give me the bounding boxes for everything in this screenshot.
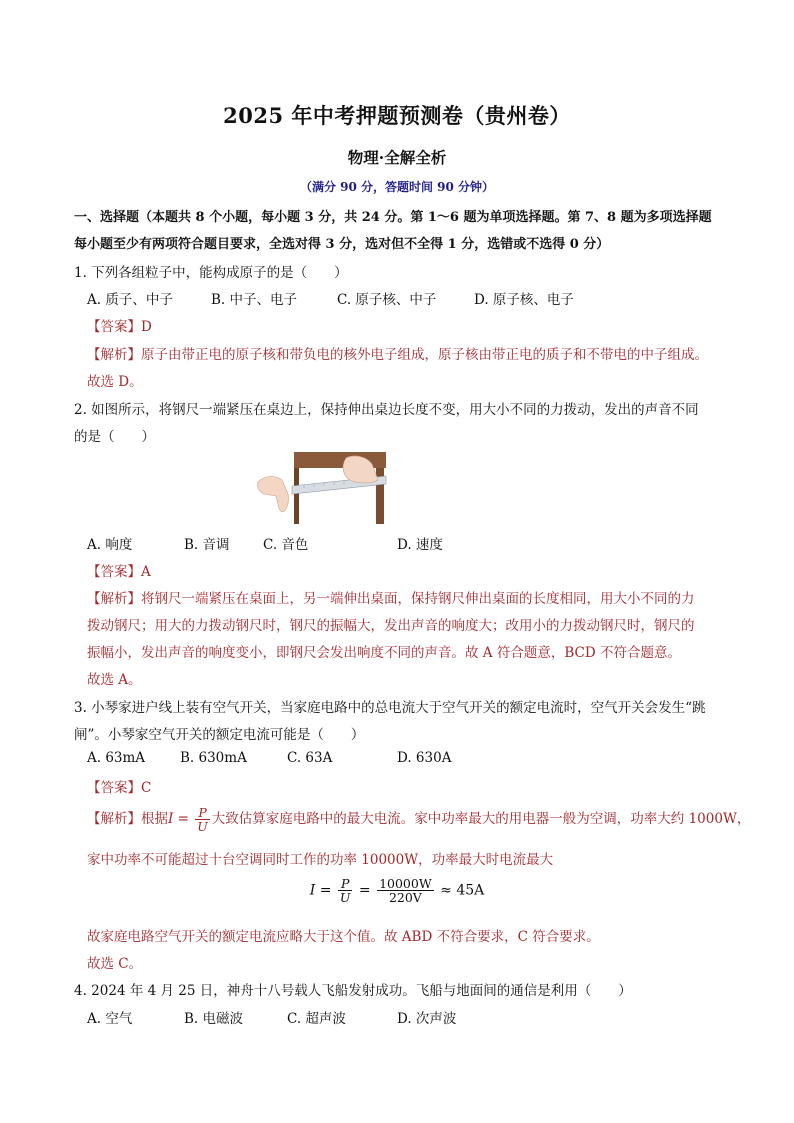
q1-option-d: D. 原子核、电子 xyxy=(474,292,574,308)
q3-option-c: C. 63A xyxy=(287,750,333,766)
q2-explanation-line1: 【解析】将钢尺一端紧压在桌面上，另一端伸出桌面，保持钢尺伸出桌面的长度相同，用大小不同的力 xyxy=(87,591,695,607)
q2-option-d: D. 速度 xyxy=(397,537,443,553)
q1-option-b: B. 中子、电子 xyxy=(211,292,298,308)
q1-conclusion: 故选 D。 xyxy=(87,374,143,390)
q4-option-c: C. 超声波 xyxy=(287,1011,346,1027)
q3-conclusion: 故选 C。 xyxy=(87,956,143,972)
q2-option-b: B. 音调 xyxy=(184,537,230,553)
q2-explanation-line2: 拨动钢尺；用大的力拨动钢尺时，钢尺的振幅大，发出声音的响度大；改用小的力拨动钢尺时，钢尺的 xyxy=(87,618,695,634)
power-over-voltage-fraction: $\frac{P}{U}$ xyxy=(197,805,208,835)
q2-option-a: A. 响度 xyxy=(87,537,133,553)
q4-stem: 4. 2024 年 4 月 25 日，神舟十八号载人飞船发射成功。飞船与地面间的通信是利用（ ） xyxy=(74,983,632,999)
q3-option-d: D. 630A xyxy=(397,750,452,766)
page-title: 2025 年中考押题预测卷（贵州卷） xyxy=(223,103,571,128)
q3-answer: 【答案】C xyxy=(87,780,152,796)
q3-explanation-line3: 故家庭电路空气开关的额定电流应略大于这个值。故 ABD 不符合要求，C 符合要求。 xyxy=(87,929,600,945)
table-leg-front xyxy=(294,468,299,524)
section-heading-line1: 一、选择题（本题共 8 个小题，每小题 3 分，共 24 分。第 1～6 题为单项选择题。第 7、8 题为多项选择题 xyxy=(74,210,712,225)
q3-explanation-line2: 家中功率不可能超过十台空调同时工作的功率 10000W，功率最大时电流最大 xyxy=(87,852,554,868)
q2-stem-line2: 的是（ ） xyxy=(74,429,155,445)
section-heading-line2: 每小题至少有两项符合题目要求，全选对得 3 分，选对但不全得 1 分，选错或不选得 0 分） xyxy=(74,237,610,252)
q3-stem-line2: 闸”。小琴家空气开关的额定电流可能是（ ） xyxy=(74,727,365,743)
q2-conclusion: 故选 A。 xyxy=(87,672,142,688)
q1-option-a: A. 质子、中子 xyxy=(87,292,173,308)
q4-option-b: B. 电磁波 xyxy=(184,1011,244,1027)
q4-option-a: A. 空气 xyxy=(87,1011,133,1027)
q4-option-d: D. 次声波 xyxy=(397,1011,457,1027)
q2-answer: 【答案】A xyxy=(87,564,151,580)
q3-explanation-line1: 【解析】根据I = $\frac{P}{U}$ 大致估算家庭电路中的最大电流。家中功率最大的用电器一般为空调，功率大约 1000W， xyxy=(87,805,751,835)
exam-meta: （满分 90 分，答题时间 90 分钟） xyxy=(299,180,495,194)
q1-stem: 1. 下列各组粒子中，能构成原子的是（ ） xyxy=(74,265,348,281)
plucking-hand xyxy=(257,476,288,512)
current-formula: I = $\frac{P}{U}$ = $\frac{10000W}{220V}$ ≈ 45A xyxy=(309,876,485,906)
q1-explanation: 【解析】原子由带正电的原子核和带负电的核外电子组成，原子核由带正电的质子和不带电的中子组成。 xyxy=(87,347,708,363)
q3-option-a: A. 63mA xyxy=(87,750,146,766)
q1-option-c: C. 原子核、中子 xyxy=(337,292,437,308)
ruler-on-table-figure xyxy=(254,450,388,526)
q3-option-b: B. 630mA xyxy=(180,750,247,766)
q2-option-c: C. 音色 xyxy=(263,537,309,553)
q3-stem-line1: 3. 小琴家进户线上装有空气开关，当家庭电路中的总电流大于空气开关的额定电流时，空气开关会发生“跳 xyxy=(74,700,706,716)
q1-answer: 【答案】D xyxy=(87,319,152,335)
q2-stem-line1: 2. 如图所示，将钢尺一端紧压在桌边上，保持伸出桌边长度不变，用大小不同的力拨动，发出的声音不同 xyxy=(74,402,699,418)
page-subtitle: 物理·全解全析 xyxy=(347,148,447,167)
q2-explanation-line3: 振幅小，发出声音的响度变小，即钢尺会发出响度不同的声音。故 A 符合题意，BCD 不符合题意。 xyxy=(87,645,681,661)
